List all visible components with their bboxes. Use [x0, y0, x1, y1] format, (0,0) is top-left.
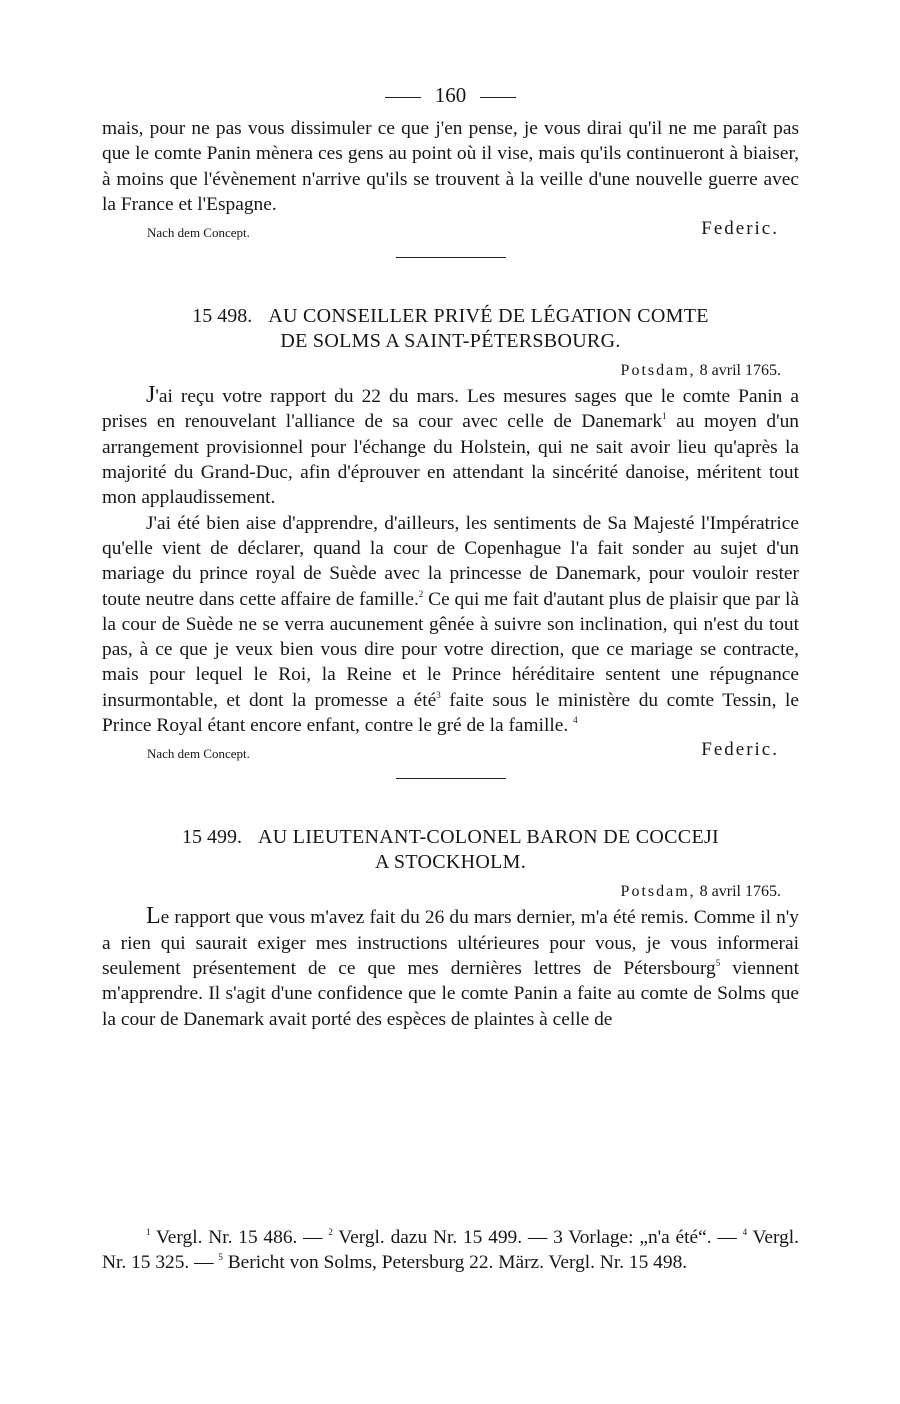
section-divider — [396, 257, 506, 258]
page-body — [102, 82, 799, 1032]
paragraph-text: 'ai reçu votre rapport du 22 du mars. Les mesures sages que le comte Panin a prises en renouvelant l'alliance de sa cour avec celle de Danemark — [102, 386, 799, 433]
footnote-mark: 5 — [715, 957, 721, 968]
paragraph-text: Ce qui me fait d'autant plus de plaisir que par là la cour de Suède ne se verra aucunement gênée à suivre son inclination, qui n'est du tout pas, à ce que je veux bien vous dire pour votre direction, que ce mariage se contracte, mais pour lequel le Roi, la Reine et le Prince héréditaire sentent une répugnance insurmontable, et dont la promesse a été — [102, 588, 799, 711]
footnote-mark: 4 — [573, 715, 578, 726]
letter-paragraph — [102, 383, 799, 510]
footnote-mark: 1 — [662, 411, 667, 422]
initial-letter: J — [146, 382, 156, 409]
heading-line-2: A STOCKHOLM. — [374, 851, 527, 874]
dateline — [102, 880, 781, 904]
letter-paragraph — [102, 511, 799, 739]
letter-heading-15499 — [102, 825, 799, 875]
footnote-mark: 4 — [742, 1227, 748, 1237]
date: 8 avril 1765. — [699, 883, 781, 901]
footnote-line — [102, 1225, 799, 1276]
letter-paragraph — [102, 904, 799, 1031]
footnotes — [102, 1225, 799, 1276]
letter-number: 15 499. — [182, 826, 242, 849]
heading-line-1 — [102, 825, 799, 850]
signature-block-2 — [102, 738, 799, 768]
paragraph-text: e rapport que vous m'avez fait du 26 du mars dernier, m'a été remis. Comme il n'y a rien qui saurait exiger mes instructions ultérieures pour vous, je vous informerai seulement présentement de ce que mes dernières lettres de Pétersbourg — [102, 907, 799, 979]
date: 8 avril 1765. — [699, 362, 781, 380]
continuation-paragraph: mais, pour ne pas vous dissimuler ce que j'en pense, je vous dirai qu'il ne me paraît pas que le comte Panin mènera ces gens au point où il vise, mais qu'ils continueront à biaiser, à moins que l'évènement n'arrive qu'ils se trouvent à la veille d'une nouvelle guerre avec la France et l'Espagne. — [102, 118, 799, 215]
page-header — [102, 82, 799, 108]
heading-title-1: AU CONSEILLER PRIVÉ DE LÉGATION COMTE — [268, 305, 709, 328]
heading-line-1 — [102, 304, 799, 329]
footnote-text: Vergl. Nr. 15 325. — — [102, 1227, 799, 1274]
footnote-mark: 2 — [328, 1227, 333, 1237]
header-dash-left — [385, 97, 421, 98]
footnote-text: Vergl. dazu Nr. 15 499. — 3 Vorlage: „n'a été“. — — [332, 1227, 737, 1248]
footnote-text: Vergl. Nr. 15 486. — — [150, 1227, 329, 1248]
page-number: 160 — [434, 83, 467, 107]
footnote-mark: 5 — [218, 1252, 223, 1263]
initial-letter: L — [146, 903, 161, 930]
letter-number: 15 498. — [192, 305, 253, 328]
paragraph-text: J'ai été bien aise d'apprendre, d'ailleurs, les sentiments de Sa Majesté l'Impératrice qu'elle vient de déclarer, quand la cour de Copenhague l'a fait sonder au sujet d'un mariage du prince royal de Suède avec la princesse de Danemark, pour vouloir rester toute neutre dans cette affaire de famille. — [102, 512, 799, 610]
paragraph-text: au moyen d'un arrangement provisionnel pour l'échange du Holstein, qui ne sait avoir lieu qu'après la majorité du Grand-Duc, afin d'éprouver en attendant la sincérité danoise, méritent tout mon applaudissement. — [102, 411, 799, 509]
paragraph-text: viennent m'apprendre. Il s'agit d'une confidence que le comte Panin a faite au comte de Solms que la cour de Danemark avait porté des espèces de plaintes à celle de — [102, 957, 799, 1030]
signature-block-1 — [102, 217, 799, 247]
footnote-text: Bericht von Solms, Petersburg 22. März. Vergl. Nr. 15 498. — [222, 1252, 688, 1274]
paragraph-text: faite sous le ministère du comte Tessin, le Prince Royal étant encore enfant, contre le gré de la famille. — [102, 689, 799, 737]
date-place: Potsdam, — [620, 362, 696, 380]
footnote-mark: 3 — [436, 689, 441, 700]
heading-title-1: AU LIEUTENANT-COLONEL BARON DE COCCEJI — [258, 826, 719, 849]
date-place: Potsdam, — [620, 883, 696, 901]
footnote-mark: 2 — [418, 588, 424, 599]
signature: Federic. — [701, 218, 779, 240]
section-divider — [396, 778, 506, 779]
signature: Federic. — [701, 739, 779, 761]
header-dash-right — [480, 97, 516, 98]
source-note: Nach dem Concept. — [147, 746, 250, 762]
footnote-mark: 1 — [146, 1227, 151, 1237]
heading-line-2: DE SOLMS A SAINT-PÉTERSBOURG. — [280, 330, 621, 353]
dateline — [102, 359, 781, 383]
source-note: Nach dem Concept. — [147, 225, 250, 241]
letter-heading-15498 — [102, 304, 799, 354]
